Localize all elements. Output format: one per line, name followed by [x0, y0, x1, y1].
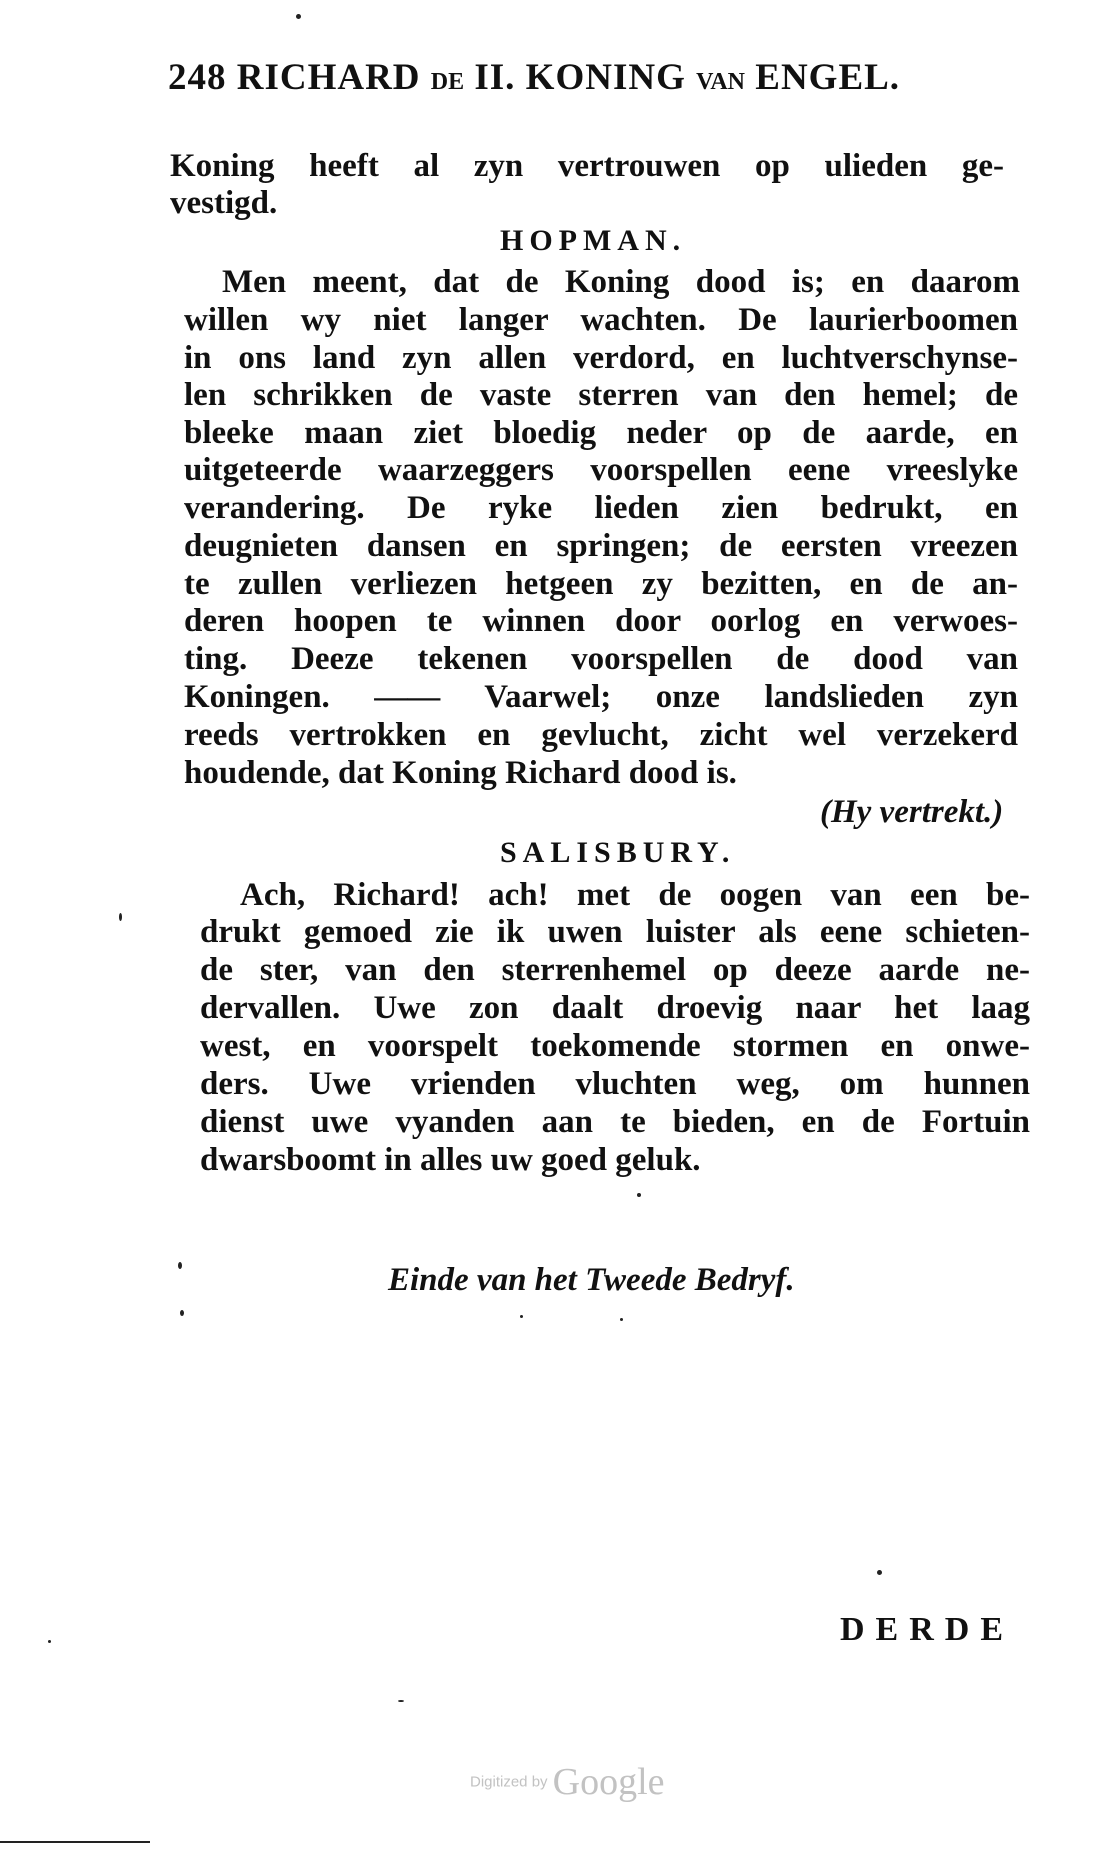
text-line: dienst uwe vyanden aan te bieden, en de Fortuin [200, 1104, 1030, 1140]
text-line: Koningen. —— Vaarwel; onze landslieden zyn [184, 679, 1018, 715]
scan-speck [520, 1315, 523, 1318]
text-line: Koning heeft al zyn vertrouwen op ulieden ge- [170, 148, 1004, 184]
text-line: bleeke maan ziet bloedig neder op de aarde, en [184, 415, 1018, 451]
text-line: ders. Uwe vrienden vluchten weg, om hunnen [200, 1066, 1030, 1102]
scan-speck [296, 14, 301, 19]
text-line: deugnieten dansen en springen; de eersten vreezen [184, 528, 1018, 564]
scan-speck [637, 1193, 641, 1197]
text-line: in ons land zyn allen verdord, en luchtverschynse- [184, 340, 1018, 376]
text-line: vestigd. [170, 185, 278, 221]
text-line: verandering. De ryke lieden zien bedrukt, en [184, 490, 1018, 526]
bottom-rule [0, 1841, 150, 1843]
text-line: len schrikken de vaste sterren van den hemel; de [184, 377, 1018, 413]
catchword: DERDE [840, 1611, 1015, 1648]
scan-speck [877, 1570, 882, 1575]
text-line: willen wy niet langer wachten. De laurierboomen [184, 302, 1018, 338]
header-title-de: DE [430, 69, 465, 95]
speaker-name-hopman: HOPMAN. [500, 224, 687, 257]
stage-direction: (Hy vertrekt.) [820, 794, 1004, 830]
text-line: Men meent, dat de Koning dood is; en daarom [222, 264, 1020, 300]
scan-speck [119, 913, 122, 921]
scan-speck [178, 1262, 182, 1269]
text-line: de ster, van den sterrenhemel op deeze aarde ne- [200, 952, 1030, 988]
text-line: reeds vertrokken en gevlucht, zicht wel verzekerd [184, 717, 1018, 753]
text-line: drukt gemoed zie ik uwen luister als eene schieten- [200, 914, 1030, 950]
scan-speck [48, 1640, 51, 1643]
speaker-name-salisbury: SALISBURY. [500, 836, 736, 869]
scan-speck [180, 1310, 184, 1316]
text-line: Ach, Richard! ach! met de oogen van een be- [240, 877, 1030, 913]
text-line: west, en voorspelt toekomende stormen en onwe- [200, 1028, 1030, 1064]
header-title-koning: II. KONING [474, 57, 686, 98]
header-title-engel: ENGEL. [755, 57, 901, 98]
text-line: dervallen. Uwe zon daalt droevig naar het laag [200, 990, 1030, 1026]
digitized-by-google-watermark [470, 1760, 665, 1804]
text-line: ting. Deeze tekenen voorspellen de dood van [184, 641, 1018, 677]
text-line: houdende, dat Koning Richard dood is. [184, 755, 737, 791]
end-of-act-heading: Einde van het Tweede Bedryf. [388, 1262, 795, 1298]
page-number: 248 [168, 57, 227, 98]
text-line: uitgeteerde waarzeggers voorspellen eene vreeslyke [184, 452, 1018, 488]
text-line: dwarsboomt in alles uw goed geluk. [200, 1142, 701, 1178]
scan-speck [620, 1318, 623, 1321]
watermark-brand: Google [552, 1761, 665, 1803]
header-title-van: VAN [696, 69, 746, 95]
header-title-richard: RICHARD [236, 57, 421, 98]
scan-speck [398, 1700, 404, 1702]
watermark-prefix: Digitized by [470, 1773, 548, 1791]
running-header [168, 56, 988, 99]
text-line: deren hoopen te winnen door oorlog en verwoes- [184, 603, 1018, 639]
text-line: te zullen verliezen hetgeen zy bezitten, en de an- [184, 566, 1018, 602]
